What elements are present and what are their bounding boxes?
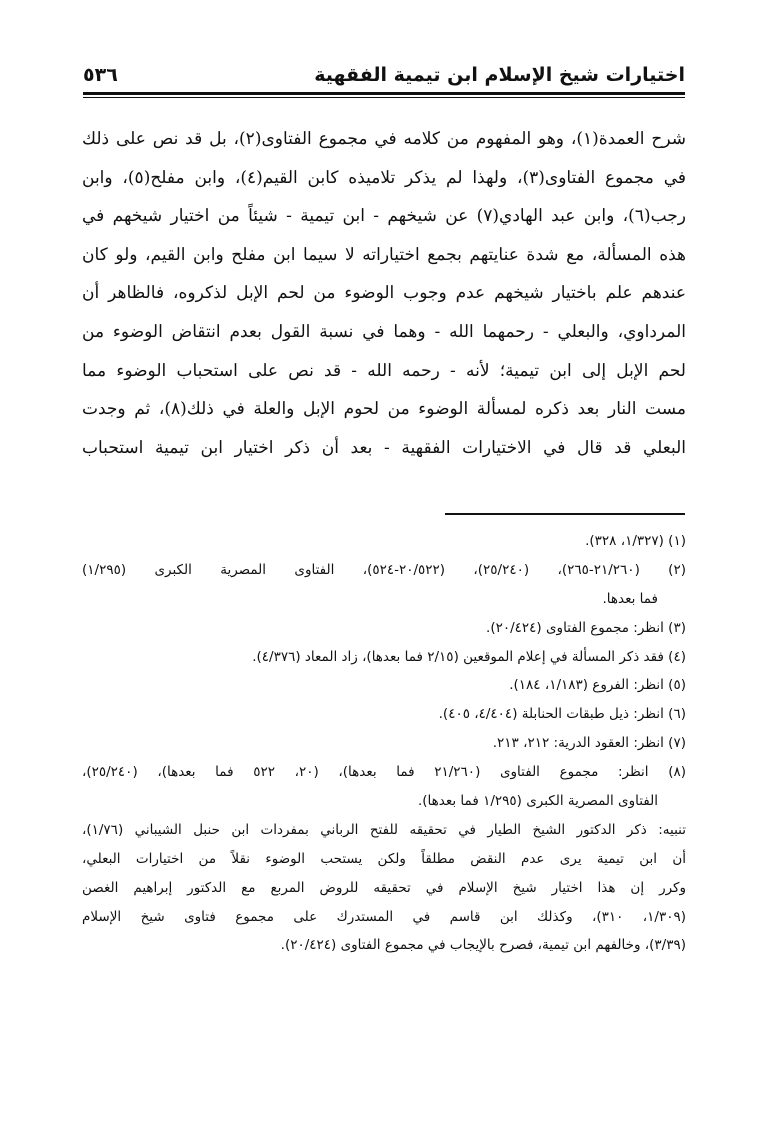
body-line: في مجموع الفتاوى(٣)، ولهذا لم يذكر تلاميذه كابن القيم(٤)، وابن مفلح(٥)، وابن — [82, 167, 686, 188]
footnote-line: (١) (١/٣٢٧، ٣٢٨). — [585, 533, 686, 549]
footnote-line: تنبيه: ذكر الدكتور الشيخ الطيار في تحقيقه للفتح الرباني بمفردات ابن حنبل الشيباني (١/٧٦)، — [82, 821, 686, 838]
footnote-line: (٦) انظر: ذيل طبقات الحنابلة (٤/٤٠٤، ٤٠٥). — [438, 706, 686, 723]
footnote-line: (١/٣٠٩، ٣١٠)، وكذلك ابن قاسم في المستدرك على مجموع فتاوى شيخ الإسلام — [82, 908, 686, 925]
footnote-line: (٥) انظر: الفروع (١/١٨٣، ١٨٤). — [509, 677, 686, 694]
footnote-line: (٤) فقد ذكر المسألة في إعلام الموقعين (٢/١٥ فما بعدها)، زاد المعاد (٤/٣٧٦). — [252, 648, 686, 665]
footnote-line: (٢) (٢١/٢٦٠-٢٦٥)، (٢٥/٢٤٠)، (٢٠/٥٢٢-٥٢٤)، الفتاوى المصرية الكبرى (١/٢٩٥) — [82, 561, 686, 578]
footnote-line: الفتاوى المصرية الكبرى (١/٢٩٥ فما بعدها). — [417, 793, 658, 810]
footnote-line: (٣) انظر: مجموع الفتاوى (٢٠/٤٢٤). — [486, 619, 686, 636]
body-line: لحم الإبل إلى ابن تيمية؛ لأنه - رحمه الله - قد نص على استحباب الوضوء مما — [82, 360, 686, 381]
page-header — [83, 56, 685, 96]
body-line: رجب(٦)، وابن عبد الهادي(٧) عن شيخهم - ابن تيمية - شيئاً من اختيار شيخهم في — [82, 206, 686, 227]
body-line: مست النار بعد ذكره لمسألة الوضوء من لحوم الإبل والعلة في ذلك(٨)، ثم وجدت — [82, 399, 686, 420]
footnote-line: (٧) انظر: العقود الدرية: ٢١٢، ٢١٣. — [492, 735, 686, 752]
footnote-line: أن ابن تيمية يرى عدم النقض مطلقاً ولكن يستحب الوضوء نقلاً من اختيارات البعلي، — [82, 850, 686, 867]
body-line: عندهم علم باختيار شيخهم عدم وجوب الوضوء من لحم الإبل لذكروه، فالظاهر أن — [82, 283, 686, 304]
body-line: هذه المسألة، مع شدة عنايتهم بجمع اختياراته لا سيما ابن مفلح وابن القيم، ولو كان — [82, 244, 686, 265]
header-rule-thin — [83, 97, 685, 98]
footnote-line: وكرر إن هذا اختيار شيخ الإسلام في تحقيقه للروض المربع مع الدكتور إبراهيم الغصن — [82, 879, 686, 896]
running-title: اختيارات شيخ الإسلام ابن تيمية الفقهية — [314, 64, 685, 86]
body-line: شرح العمدة(١)، وهو المفهوم من كلامه في مجموع الفتاوى(٢)، بل قد نص على ذلك — [82, 129, 686, 149]
footnote-separator — [445, 513, 685, 515]
body-line: المرداوي، والبعلي - رحمهما الله - وهما في نسبة القول بعدم انتقاض الوضوء من — [82, 321, 686, 342]
footnotes — [82, 527, 686, 960]
footnote-line: (٨) انظر: مجموع الفتاوى (٢١/٢٦٠ فما بعدها)، (٢٠، ٥٢٢ فما بعدها)، (٢٥/٢٤٠)، — [82, 764, 687, 781]
page-number: ٥٣٦ — [83, 64, 118, 86]
body-line: البعلي قد قال في الاختيارات الفقهية - بعد أن ذكر اختيار ابن تيمية استحباب — [82, 437, 686, 458]
footnote-line: فما بعدها. — [602, 590, 658, 607]
main-text — [82, 120, 686, 467]
header-rule-thick — [83, 92, 685, 95]
footnote-line: (٣/٣٩)، وخالفهم ابن تيمية، فصرح بالإيجاب في مجموع الفتاوى (٢٠/٤٢٤). — [280, 937, 686, 954]
